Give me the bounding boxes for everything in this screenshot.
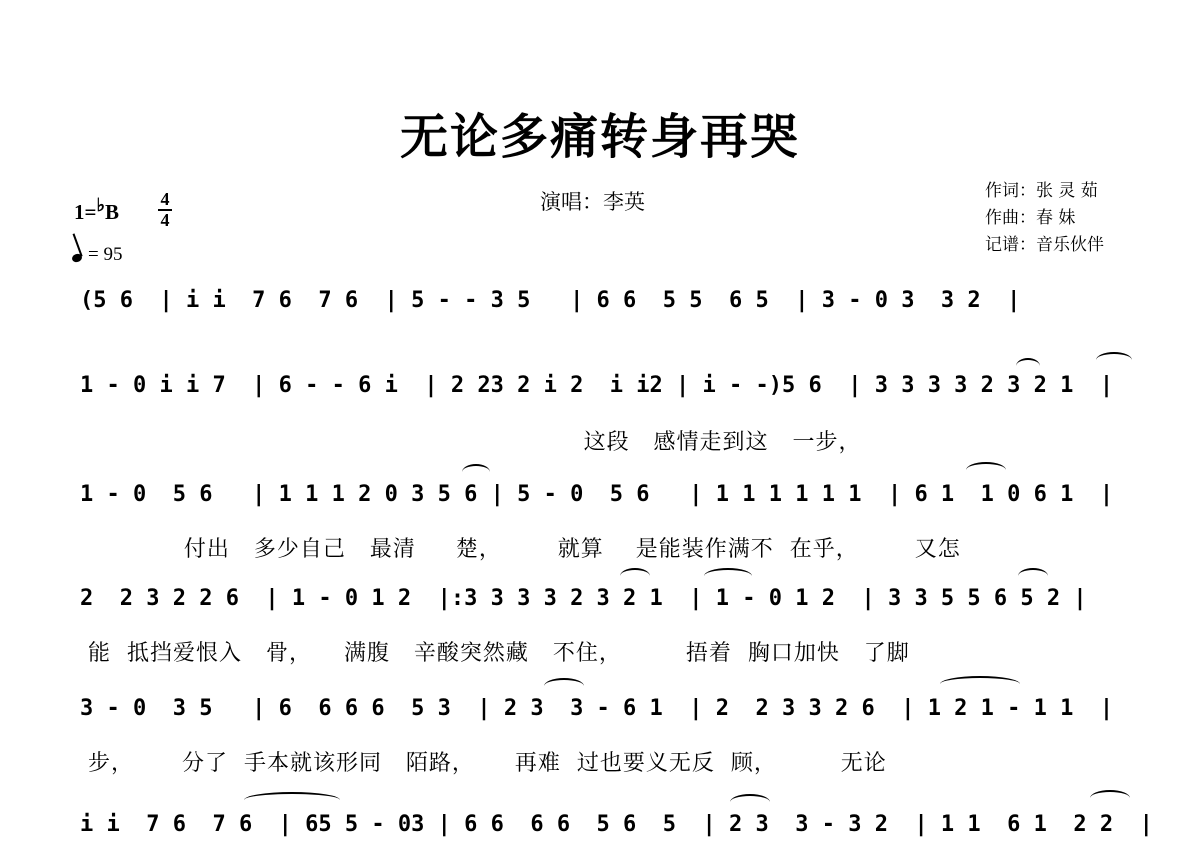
slur-mark	[704, 568, 752, 584]
slur-mark	[940, 676, 1020, 692]
flat-sign: ♭	[96, 195, 105, 215]
notes-row-6: i i 7 6 7 6 | 65 5 - 03 | 6 6 6 6 5 6 5 | 2 3 3 - 3 2 | 1 1 6 1 2 2 |	[80, 812, 1153, 837]
tempo-value: = 95	[88, 244, 123, 265]
notes-row-4: 2 2 3 2 2 6 | 1 - 0 1 2 |:3 3 3 3 2 3 2 1 | 1 - 0 1 2 | 3 3 5 5 6 5 2 |	[80, 586, 1087, 611]
slur-mark	[966, 462, 1006, 478]
lyrics-row-5: 步， 分了 手本就该形同 陌路， 再难 过也要义无反 顾， 无论	[88, 751, 887, 776]
lyricist-credit: 作词：张 灵 茹	[985, 181, 1098, 201]
slur-mark	[544, 678, 584, 694]
time-signature	[158, 190, 172, 230]
slur-mark	[620, 568, 650, 584]
tempo-marking	[72, 244, 122, 266]
lyrics-row-3: 付出 多少自己 最清 楚， 就算 是能装作满不 在乎， 又怎	[88, 537, 961, 562]
singer-credit: 演唱：李英	[540, 190, 645, 214]
lyrics-row-2: 这段 感情走到这 一步，	[88, 430, 862, 455]
quarter-note-icon	[71, 253, 83, 264]
transcriber-credit: 记谱：音乐伙伴	[985, 235, 1104, 255]
lyrics-row-4: 能 抵挡爱恨入 骨， 满腹 辛酸突然藏 不住， 捂着 胸口加快 了脚	[88, 641, 910, 666]
notes-row-5: 3 - 0 3 5 | 6 6 6 6 5 3 | 2 3 3 - 6 1 | 2 2 3 3 2 6 | 1 2 1 - 1 1 |	[80, 696, 1114, 721]
slur-mark	[244, 792, 340, 808]
slur-mark	[1090, 790, 1130, 806]
slur-mark	[730, 794, 770, 810]
slur-mark	[1096, 352, 1132, 368]
slur-mark	[1016, 358, 1040, 374]
key-note: B	[104, 200, 119, 224]
slur-mark	[462, 464, 490, 480]
composer-credit: 作曲：春 妹	[985, 208, 1076, 228]
time-top: 4	[160, 189, 170, 209]
notes-row-1: (5 6 | i i 7 6 7 6 | 5 - - 3 5 | 6 6 5 5 6 5 | 3 - 0 3 3 2 |	[80, 288, 1021, 313]
notes-row-2: 1 - 0 i i 7 | 6 - - 6 i | 2 23 2 i 2 i i2 | i - -)5 6 | 3 3 3 3 2 3 2 1 |	[80, 373, 1114, 398]
notes-row-3: 1 - 0 5 6 | 1 1 1 2 0 3 5 6 | 5 - 0 5 6 | 1 1 1 1 1 1 | 6 1 1 0 6 1 |	[80, 482, 1114, 507]
song-title: 无论多痛转身再哭	[399, 109, 800, 165]
time-bottom: 4	[158, 209, 172, 230]
key-signature	[74, 189, 170, 230]
slur-mark	[1018, 568, 1048, 584]
key-prefix: 1=	[74, 200, 97, 224]
credits-block	[985, 178, 1104, 259]
